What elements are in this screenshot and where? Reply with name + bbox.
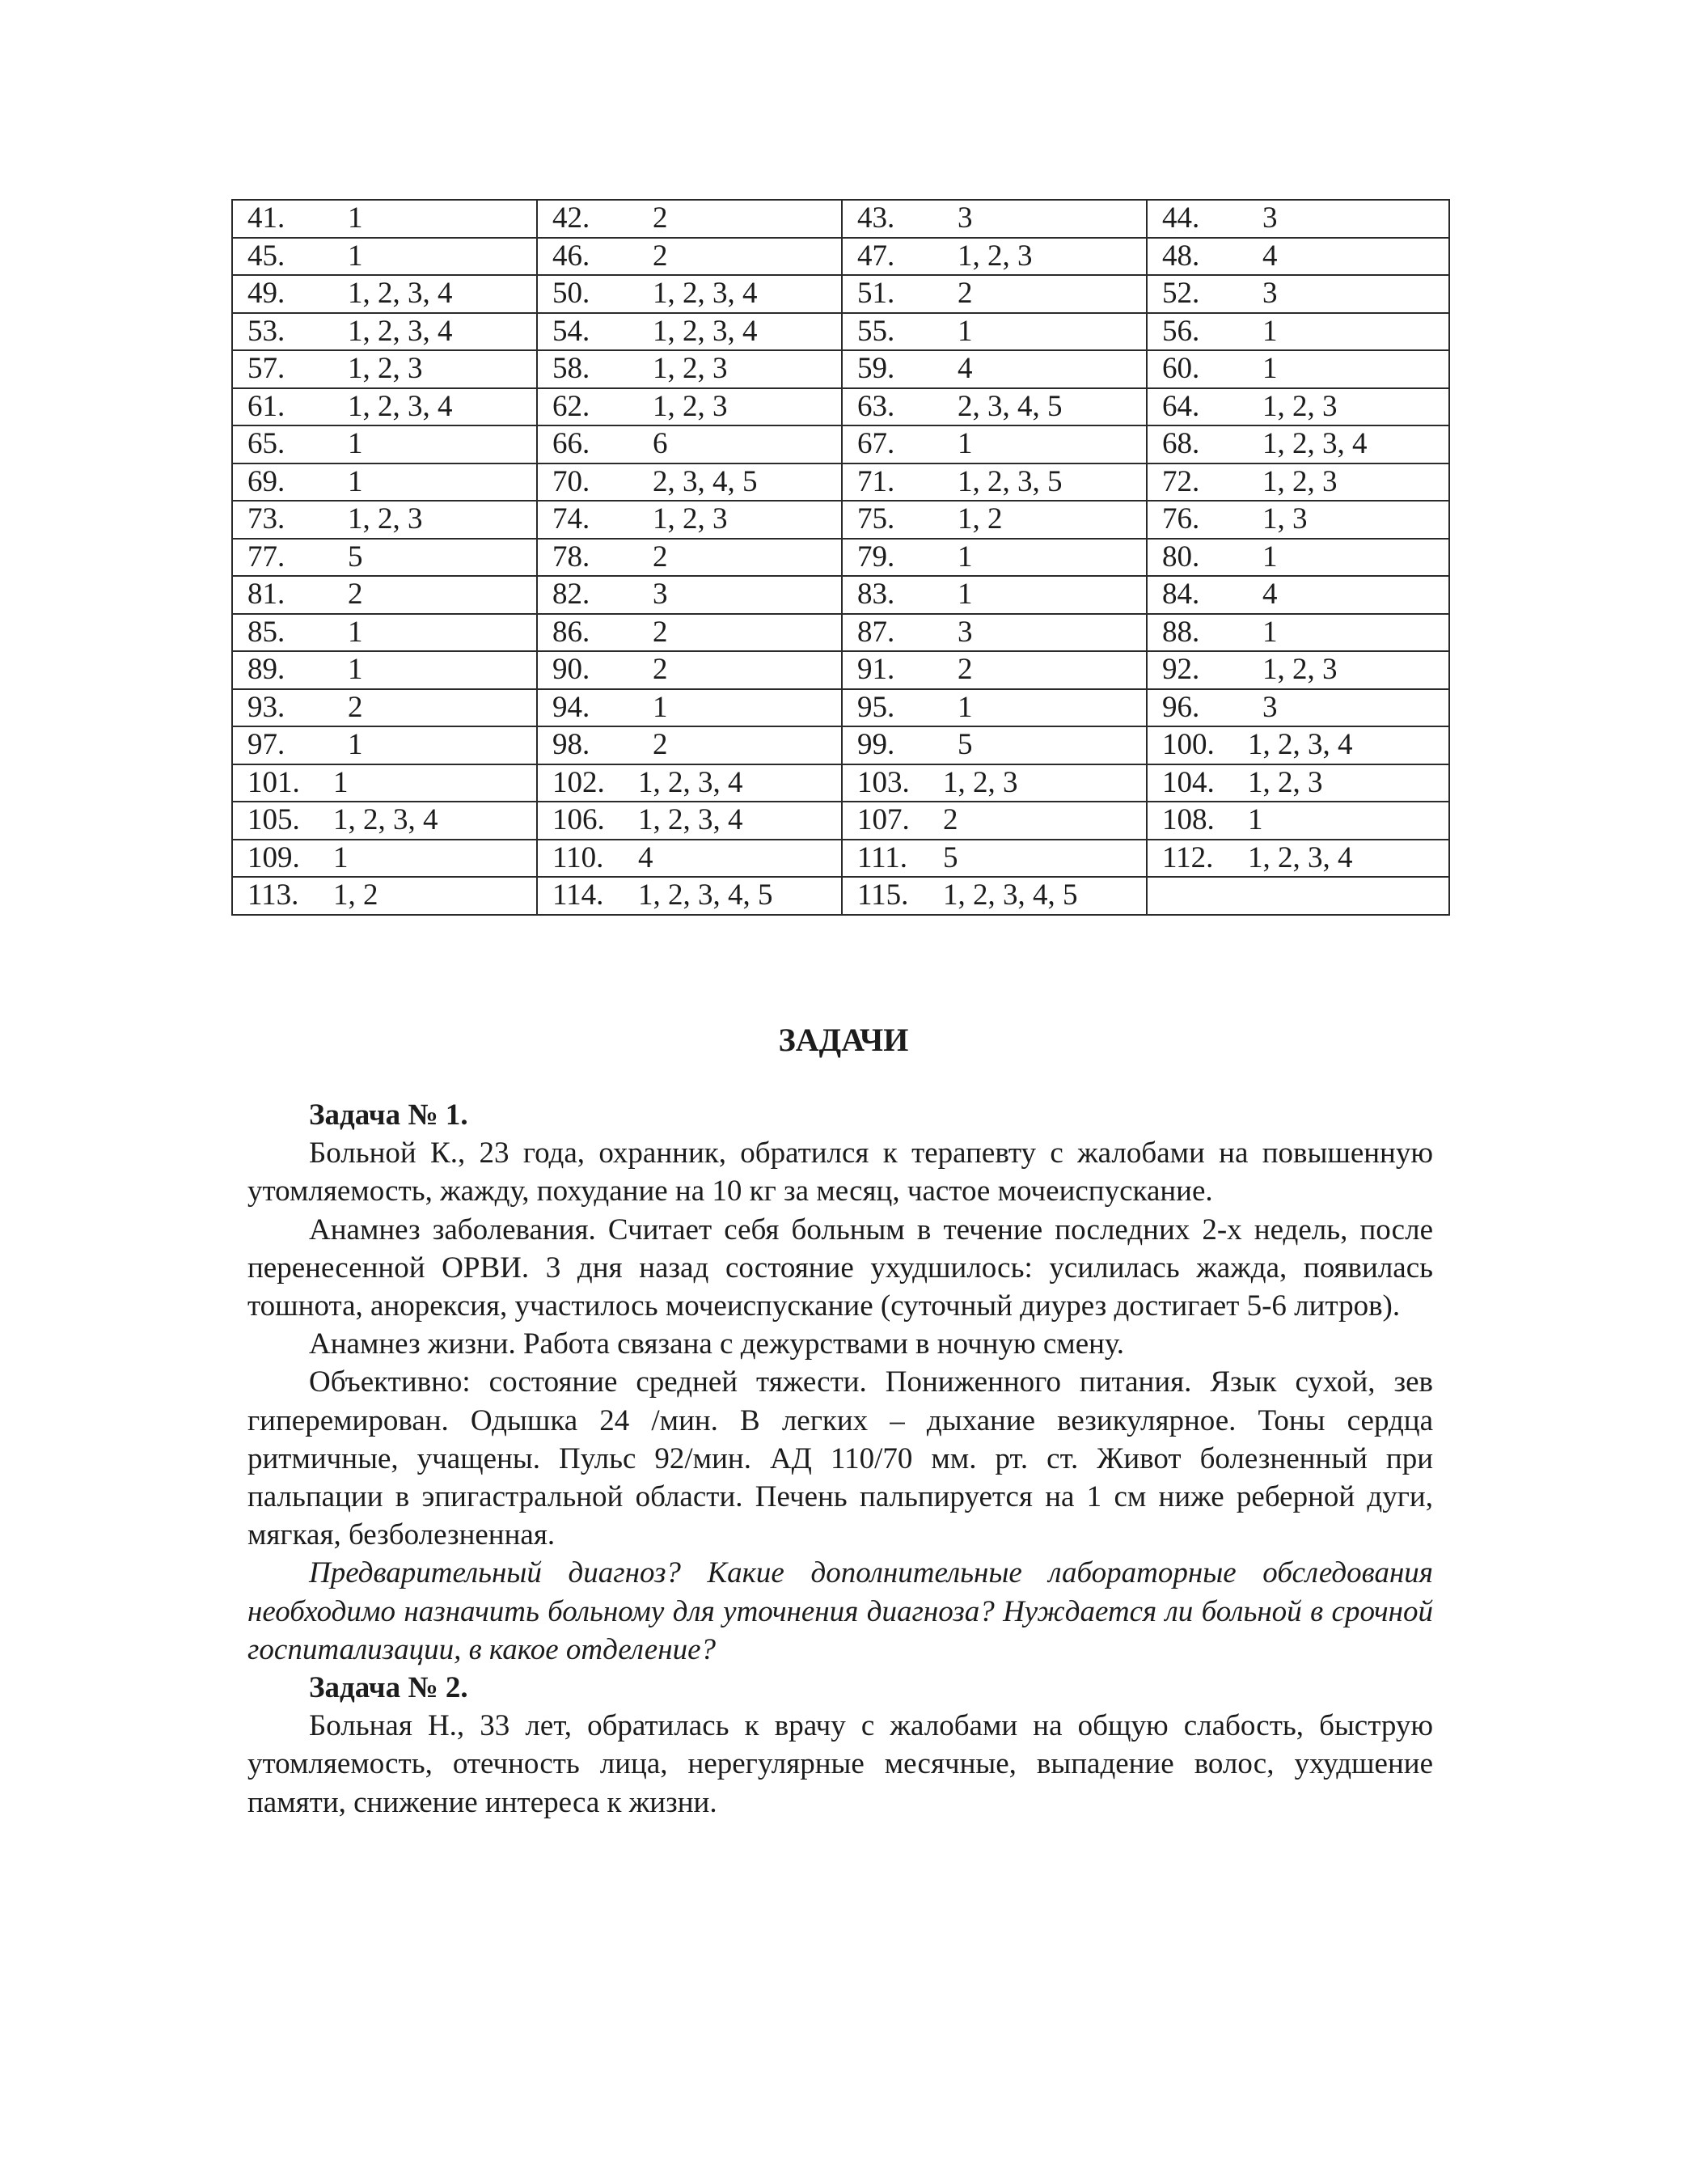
answer-cell: [1147, 877, 1449, 915]
answer-value: 3: [653, 578, 668, 612]
answer-value: 1, 2, 3, 4, 5: [638, 878, 773, 912]
tasks-text: [247, 1096, 1433, 1822]
answer-cell: [232, 388, 537, 426]
answer-value: 5: [958, 728, 973, 762]
table-row: [232, 425, 1449, 463]
answer-value: 3: [958, 201, 973, 235]
question-number: 97.: [247, 728, 285, 762]
answer-value: 4: [958, 352, 973, 386]
question-number: 49.: [247, 277, 285, 311]
answer-cell: [537, 200, 842, 238]
question-number: 113.: [247, 878, 299, 912]
answer-cell: [842, 840, 1147, 878]
question-number: 95.: [857, 690, 895, 724]
table-row: [232, 651, 1449, 689]
answer-value: 1, 2, 3: [1262, 464, 1338, 498]
table-row: [232, 388, 1449, 426]
answer-cell: [1147, 463, 1449, 502]
answer-cell: [537, 350, 842, 388]
question-number: 115.: [857, 878, 909, 912]
answer-value: 1: [958, 690, 973, 724]
answer-value: 1, 2, 3, 4: [348, 277, 453, 311]
answer-cell: [1147, 689, 1449, 727]
answer-value: 1, 2, 3: [1262, 389, 1338, 423]
answer-value: 2: [348, 578, 363, 612]
answer-cell: [842, 726, 1147, 764]
answer-cell: [537, 726, 842, 764]
answer-value: 1: [1248, 803, 1263, 837]
answer-cell: [232, 576, 537, 614]
answer-value: 1: [1262, 314, 1278, 348]
answer-cell: [842, 200, 1147, 238]
answer-value: 2: [653, 201, 668, 235]
table-row: [232, 726, 1449, 764]
question-number: 52.: [1162, 277, 1200, 311]
question-number: 48.: [1162, 239, 1200, 273]
answer-cell: [232, 313, 537, 351]
answer-value: 1, 2, 3, 4: [348, 314, 453, 348]
answer-cell: [842, 463, 1147, 502]
question-number: 41.: [247, 201, 285, 235]
answer-cell: [232, 614, 537, 652]
answer-value: 4: [638, 840, 653, 874]
answer-cell: [537, 877, 842, 915]
answer-value: 1, 2, 3, 4, 5: [943, 878, 1078, 912]
question-number: 47.: [857, 239, 895, 273]
answer-cell: [537, 764, 842, 802]
answer-value: 1: [958, 540, 973, 574]
answer-value: 1, 2, 3: [958, 239, 1033, 273]
question-number: 50.: [552, 277, 590, 311]
answer-cell: [1147, 726, 1449, 764]
question-number: 46.: [552, 239, 590, 273]
section-heading: ЗАДАЧИ: [778, 1022, 909, 1058]
question-number: 63.: [857, 389, 895, 423]
answer-cell: [232, 840, 537, 878]
answer-cell: [1147, 313, 1449, 351]
question-number: 92.: [1162, 653, 1200, 687]
answer-cell: [537, 388, 842, 426]
answer-value: 1: [348, 239, 363, 273]
answer-cell: [842, 877, 1147, 915]
question-number: 114.: [552, 878, 604, 912]
answer-value: 3: [1262, 201, 1278, 235]
table-row: [232, 840, 1449, 878]
question-number: 73.: [247, 502, 285, 536]
answer-cell: [232, 200, 537, 238]
question-number: 70.: [552, 464, 590, 498]
answer-value: 1: [1262, 540, 1278, 574]
answer-value: 1: [1262, 352, 1278, 386]
question-number: 91.: [857, 653, 895, 687]
answer-value: 1: [333, 840, 349, 874]
question-number: 112.: [1162, 840, 1214, 874]
answer-cell: [842, 802, 1147, 840]
answer-value: 1, 2, 3: [1262, 653, 1338, 687]
answer-cell: [842, 238, 1147, 276]
question-number: 54.: [552, 314, 590, 348]
question-number: 59.: [857, 352, 895, 386]
answer-value: 1: [958, 314, 973, 348]
answer-value: 3: [958, 615, 973, 649]
question-number: 81.: [247, 578, 285, 612]
question-number: 45.: [247, 239, 285, 273]
answer-value: 1, 2, 3, 4: [638, 803, 743, 837]
answer-value: 5: [348, 540, 363, 574]
answer-value: 1, 2, 3, 4: [653, 314, 758, 348]
question-number: 100.: [1162, 728, 1215, 762]
question-number: 84.: [1162, 578, 1200, 612]
question-number: 89.: [247, 653, 285, 687]
answer-cell: [232, 539, 537, 577]
answer-value: 1: [1262, 615, 1278, 649]
answer-cell: [842, 350, 1147, 388]
answer-value: 1, 2, 3: [348, 352, 423, 386]
answer-cell: [537, 840, 842, 878]
question-number: 79.: [857, 540, 895, 574]
answer-cell: [232, 877, 537, 915]
answer-cell: [537, 501, 842, 539]
task-1-questions: Предварительный диагноз? Какие дополнительные лабораторные обследования необходимо назначить больному для уточнения диагноза? Нуждается ли больной в срочной госпитализации, в какое отделение?: [247, 1556, 1433, 1666]
question-number: 106.: [552, 803, 605, 837]
table-row: [232, 313, 1449, 351]
question-number: 99.: [857, 728, 895, 762]
answer-cell: [1147, 501, 1449, 539]
answer-cell: [537, 463, 842, 502]
task-1-complaints: Больной К., 23 года, охранник, обратился к терапевту с жалобами на повышенную утомляемость, жажду, похудание на 10 кг за месяц, частое мочеиспускание.: [247, 1136, 1433, 1208]
answer-value: 2: [653, 728, 668, 762]
answer-value: 6: [653, 427, 668, 461]
question-number: 66.: [552, 427, 590, 461]
answer-value: 2: [958, 653, 973, 687]
table-row: [232, 539, 1449, 577]
answer-cell: [232, 275, 537, 313]
answer-value: 1, 3: [1262, 502, 1308, 536]
answer-cell: [232, 651, 537, 689]
answer-cell: [1147, 425, 1449, 463]
answer-value: 1: [653, 690, 668, 724]
answer-cell: [537, 275, 842, 313]
question-number: 68.: [1162, 427, 1200, 461]
answer-value: 1, 2, 3: [653, 352, 728, 386]
answer-value: 1, 2, 3, 4: [333, 803, 438, 837]
answer-cell: [232, 726, 537, 764]
question-number: 55.: [857, 314, 895, 348]
answer-cell: [842, 651, 1147, 689]
question-number: 58.: [552, 352, 590, 386]
question-number: 105.: [247, 803, 300, 837]
answer-value: 1, 2, 3: [943, 765, 1018, 799]
question-number: 108.: [1162, 803, 1215, 837]
question-number: 85.: [247, 615, 285, 649]
answer-value: 2, 3, 4, 5: [958, 389, 1063, 423]
answer-cell: [232, 238, 537, 276]
answer-cell: [1147, 764, 1449, 802]
answer-value: 1, 2, 3: [1248, 765, 1323, 799]
question-number: 61.: [247, 389, 285, 423]
table-row: [232, 350, 1449, 388]
answer-value: 2: [348, 690, 363, 724]
answer-value: 1, 2, 3, 4: [1248, 728, 1353, 762]
answer-value: 1, 2: [958, 502, 1003, 536]
table-row: [232, 200, 1449, 238]
answer-cell: [232, 501, 537, 539]
answer-value: 1: [958, 427, 973, 461]
answer-cell: [537, 576, 842, 614]
answer-cell: [537, 614, 842, 652]
answer-value: 1, 2, 3, 4: [1248, 840, 1353, 874]
answer-cell: [537, 238, 842, 276]
answer-cell: [537, 539, 842, 577]
table-row: [232, 576, 1449, 614]
answer-value: 2: [653, 615, 668, 649]
question-number: 103.: [857, 765, 910, 799]
answer-cell: [842, 388, 1147, 426]
answer-value: 1, 2, 3, 4: [1262, 427, 1368, 461]
answer-value: 3: [1262, 277, 1278, 311]
answer-value: 2, 3, 4, 5: [653, 464, 758, 498]
answer-value: 2: [653, 653, 668, 687]
question-number: 86.: [552, 615, 590, 649]
question-number: 56.: [1162, 314, 1200, 348]
answer-cell: [537, 802, 842, 840]
answer-cell: [1147, 539, 1449, 577]
answer-cell: [537, 651, 842, 689]
answer-cell: [1147, 840, 1449, 878]
question-number: 88.: [1162, 615, 1200, 649]
question-number: 65.: [247, 427, 285, 461]
question-number: 64.: [1162, 389, 1200, 423]
answer-value: 1, 2, 3: [348, 502, 423, 536]
question-number: 82.: [552, 578, 590, 612]
table-row: [232, 764, 1449, 802]
answer-cell: [842, 576, 1147, 614]
question-number: 96.: [1162, 690, 1200, 724]
answer-cell: [1147, 614, 1449, 652]
answer-cell: [842, 501, 1147, 539]
answer-value: 4: [1262, 239, 1278, 273]
question-number: 98.: [552, 728, 590, 762]
answer-cell: [232, 350, 537, 388]
answer-value: 1: [348, 464, 363, 498]
answer-cell: [1147, 388, 1449, 426]
answer-cell: [537, 313, 842, 351]
question-number: 102.: [552, 765, 605, 799]
answer-cell: [537, 689, 842, 727]
answer-value: 1, 2, 3, 5: [958, 464, 1063, 498]
task-1-title: Задача № 1.: [309, 1098, 468, 1132]
question-number: 87.: [857, 615, 895, 649]
answer-value: 1, 2, 3: [653, 389, 728, 423]
question-number: 109.: [247, 840, 300, 874]
answer-value: 1, 2, 3, 4: [638, 765, 743, 799]
answer-cell: [232, 764, 537, 802]
table-row: [232, 238, 1449, 276]
question-number: 76.: [1162, 502, 1200, 536]
answer-value: 3: [1262, 690, 1278, 724]
answer-value: 1, 2, 3, 4: [348, 389, 453, 423]
question-number: 90.: [552, 653, 590, 687]
question-number: 42.: [552, 201, 590, 235]
question-number: 80.: [1162, 540, 1200, 574]
question-number: 69.: [247, 464, 285, 498]
answer-cell: [1147, 238, 1449, 276]
answer-cell: [842, 313, 1147, 351]
answer-value: 1: [348, 427, 363, 461]
answer-cell: [537, 425, 842, 463]
table-row: [232, 689, 1449, 727]
table-row: [232, 877, 1449, 915]
task-2-title: Задача № 2.: [309, 1671, 468, 1705]
question-number: 43.: [857, 201, 895, 235]
answer-cell: [842, 539, 1147, 577]
task-1-life-history: Анамнез жизни. Работа связана с дежурствами в ночную смену.: [309, 1327, 1124, 1361]
answer-cell: [1147, 576, 1449, 614]
answer-value: 1, 2, 3: [653, 502, 728, 536]
question-number: 74.: [552, 502, 590, 536]
question-number: 94.: [552, 690, 590, 724]
question-number: 57.: [247, 352, 285, 386]
question-number: 44.: [1162, 201, 1200, 235]
answer-cell: [842, 275, 1147, 313]
answer-cell: [1147, 200, 1449, 238]
answer-value: 1: [958, 578, 973, 612]
question-number: 51.: [857, 277, 895, 311]
answer-cell: [842, 689, 1147, 727]
answer-cell: [232, 463, 537, 502]
answer-value: 1: [348, 615, 363, 649]
question-number: 111.: [857, 840, 908, 874]
answers-table-body: [232, 200, 1449, 915]
answer-value: 2: [653, 239, 668, 273]
answer-value: 2: [958, 277, 973, 311]
answer-cell: [1147, 350, 1449, 388]
answer-value: 4: [1262, 578, 1278, 612]
question-number: 72.: [1162, 464, 1200, 498]
answer-value: 1: [348, 201, 363, 235]
question-number: 110.: [552, 840, 604, 874]
question-number: 104.: [1162, 765, 1215, 799]
answer-cell: [232, 689, 537, 727]
answer-value: 1: [348, 653, 363, 687]
answer-value: 1: [333, 765, 349, 799]
question-number: 83.: [857, 578, 895, 612]
question-number: 107.: [857, 803, 910, 837]
question-number: 71.: [857, 464, 895, 498]
question-number: 67.: [857, 427, 895, 461]
task-1-disease-history: Анамнез заболевания. Считает себя больным в течение последних 2-х недель, после перенесенной ОРВИ. 3 дня назад состояние ухудшилось: усилилась жажда, появилась тошнота, анорексия, участилось мочеиспускание (суточный диурез достигает 5-6 литров).: [247, 1213, 1433, 1323]
answers-table: [231, 199, 1450, 916]
answer-cell: [1147, 651, 1449, 689]
answer-value: 2: [943, 803, 958, 837]
answer-value: 1, 2: [333, 878, 378, 912]
answer-cell: [842, 425, 1147, 463]
answer-value: 2: [653, 540, 668, 574]
table-row: [232, 802, 1449, 840]
question-number: 60.: [1162, 352, 1200, 386]
table-row: [232, 501, 1449, 539]
table-row: [232, 614, 1449, 652]
answer-cell: [232, 802, 537, 840]
answer-cell: [1147, 275, 1449, 313]
question-number: 93.: [247, 690, 285, 724]
question-number: 53.: [247, 314, 285, 348]
answer-cell: [232, 425, 537, 463]
answer-value: 1: [348, 728, 363, 762]
table-row: [232, 275, 1449, 313]
task-2-complaints: Больная Н., 33 лет, обратилась к врачу с жалобами на общую слабость, быструю утомляемость, отечность лица, нерегулярные месячные, выпадение волос, ухудшение памяти, снижение интереса к жизни.: [247, 1709, 1433, 1819]
answer-value: 1, 2, 3, 4: [653, 277, 758, 311]
question-number: 75.: [857, 502, 895, 536]
question-number: 62.: [552, 389, 590, 423]
table-row: [232, 463, 1449, 502]
question-number: 78.: [552, 540, 590, 574]
answer-value: 5: [943, 840, 958, 874]
question-number: 77.: [247, 540, 285, 574]
task-1-objective: Объективно: состояние средней тяжести. Пониженного питания. Язык сухой, зев гиперемирован. Одышка 24 /мин. В легких – дыхание везикулярное. Тоны сердца ритмичные, учащены. Пульс 92/мин. АД 110/70 мм. рт. ст. Живот болезненный при пальпации в эпигастральной области. Печень пальпируется на 1 см ниже реберной дуги, мягкая, безболезненная.: [247, 1365, 1433, 1552]
question-number: 101.: [247, 765, 300, 799]
answer-cell: [842, 614, 1147, 652]
answer-cell: [1147, 802, 1449, 840]
answer-cell: [842, 764, 1147, 802]
